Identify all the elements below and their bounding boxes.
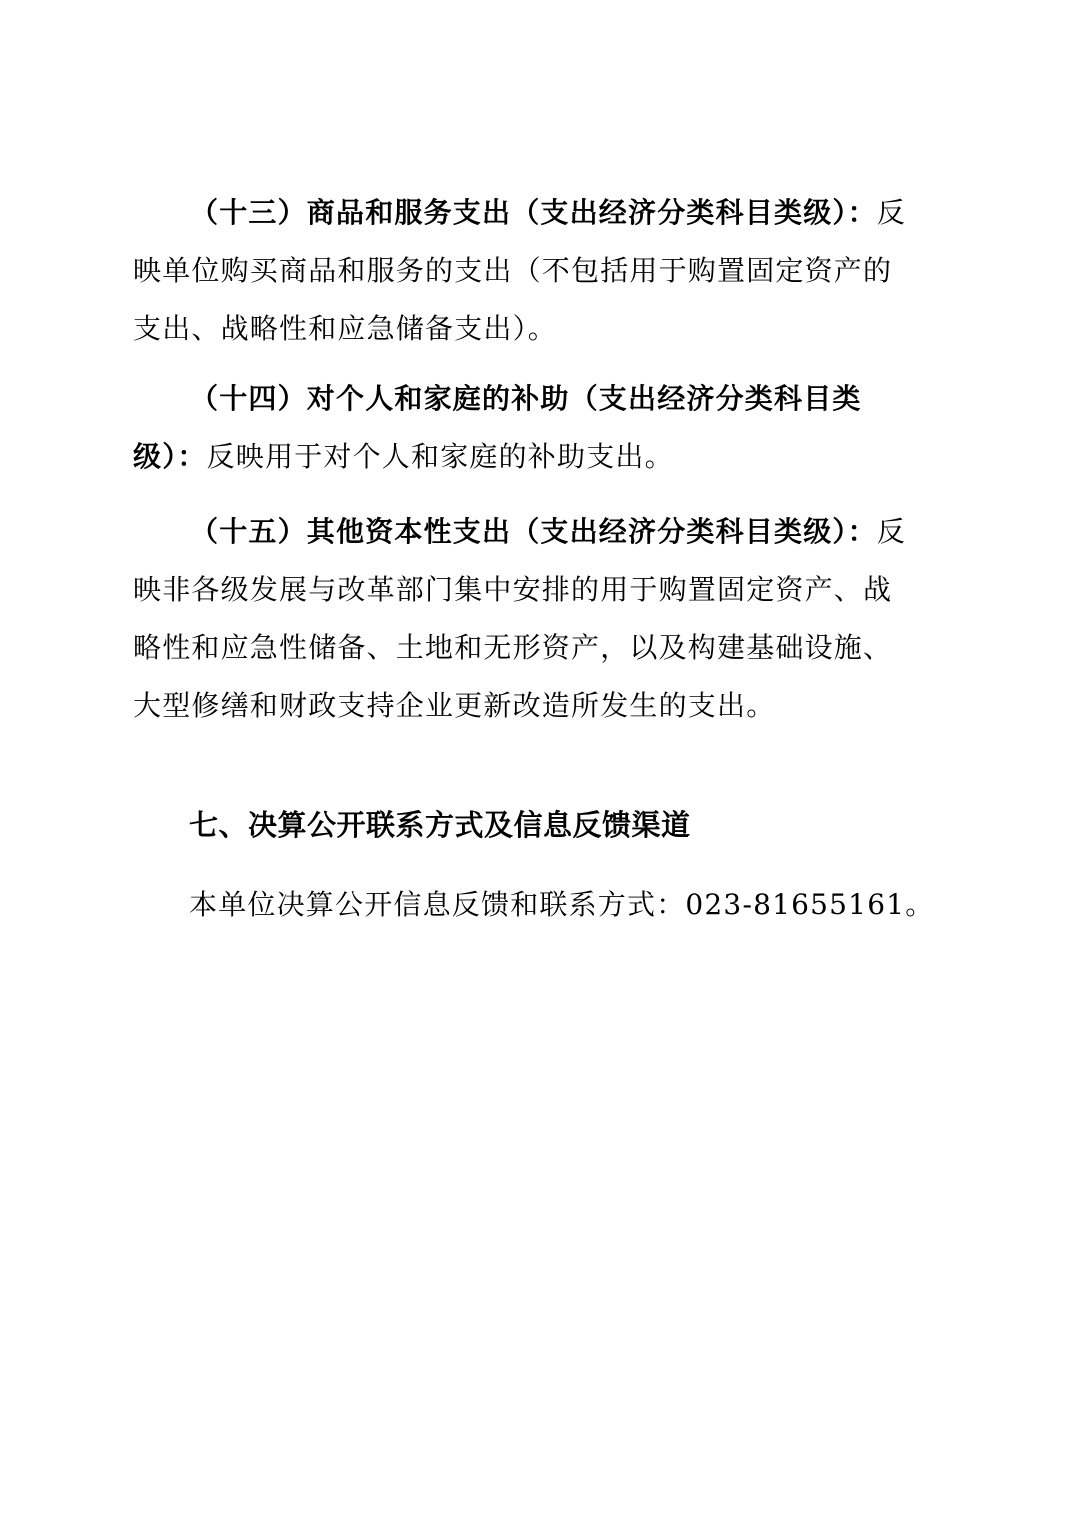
section-fourteen bbox=[133, 370, 913, 486]
section-fifteen bbox=[133, 503, 913, 735]
section-fifteen-body: 反映非各级发展与改革部门集中安排的用于购置固定资产、战略性和应急性储备、土地和无形资产，以及构建基础设施、大型修缮和财政支持企业更新改造所发生的支出。 bbox=[133, 515, 907, 722]
contact-label: 本单位决算公开信息反馈和联系方式： bbox=[189, 888, 686, 921]
section-thirteen bbox=[133, 184, 913, 358]
section-fifteen-title: （十五）其他资本性支出（支出经济分类科目类级）： bbox=[190, 515, 877, 548]
contact-line bbox=[189, 876, 934, 934]
section-thirteen-title: （十三）商品和服务支出（支出经济分类科目类级）： bbox=[190, 196, 877, 229]
section-fourteen-body: 反映用于对个人和家庭的补助支出。 bbox=[206, 440, 674, 473]
contact-phone: 023-81655161 bbox=[685, 888, 906, 921]
section-thirteen-body: 反映单位购买商品和服务的支出（不包括用于购置固定资产的支出、战略性和应急储备支出）。 bbox=[133, 196, 907, 345]
section-fourteen-title: （十四）对个人和家庭的补助（支出经济分类科目类级）： bbox=[133, 382, 862, 473]
section-heading-contact: 七、决算公开联系方式及信息反馈渠道 bbox=[189, 808, 691, 842]
contact-end: 。 bbox=[905, 888, 935, 921]
